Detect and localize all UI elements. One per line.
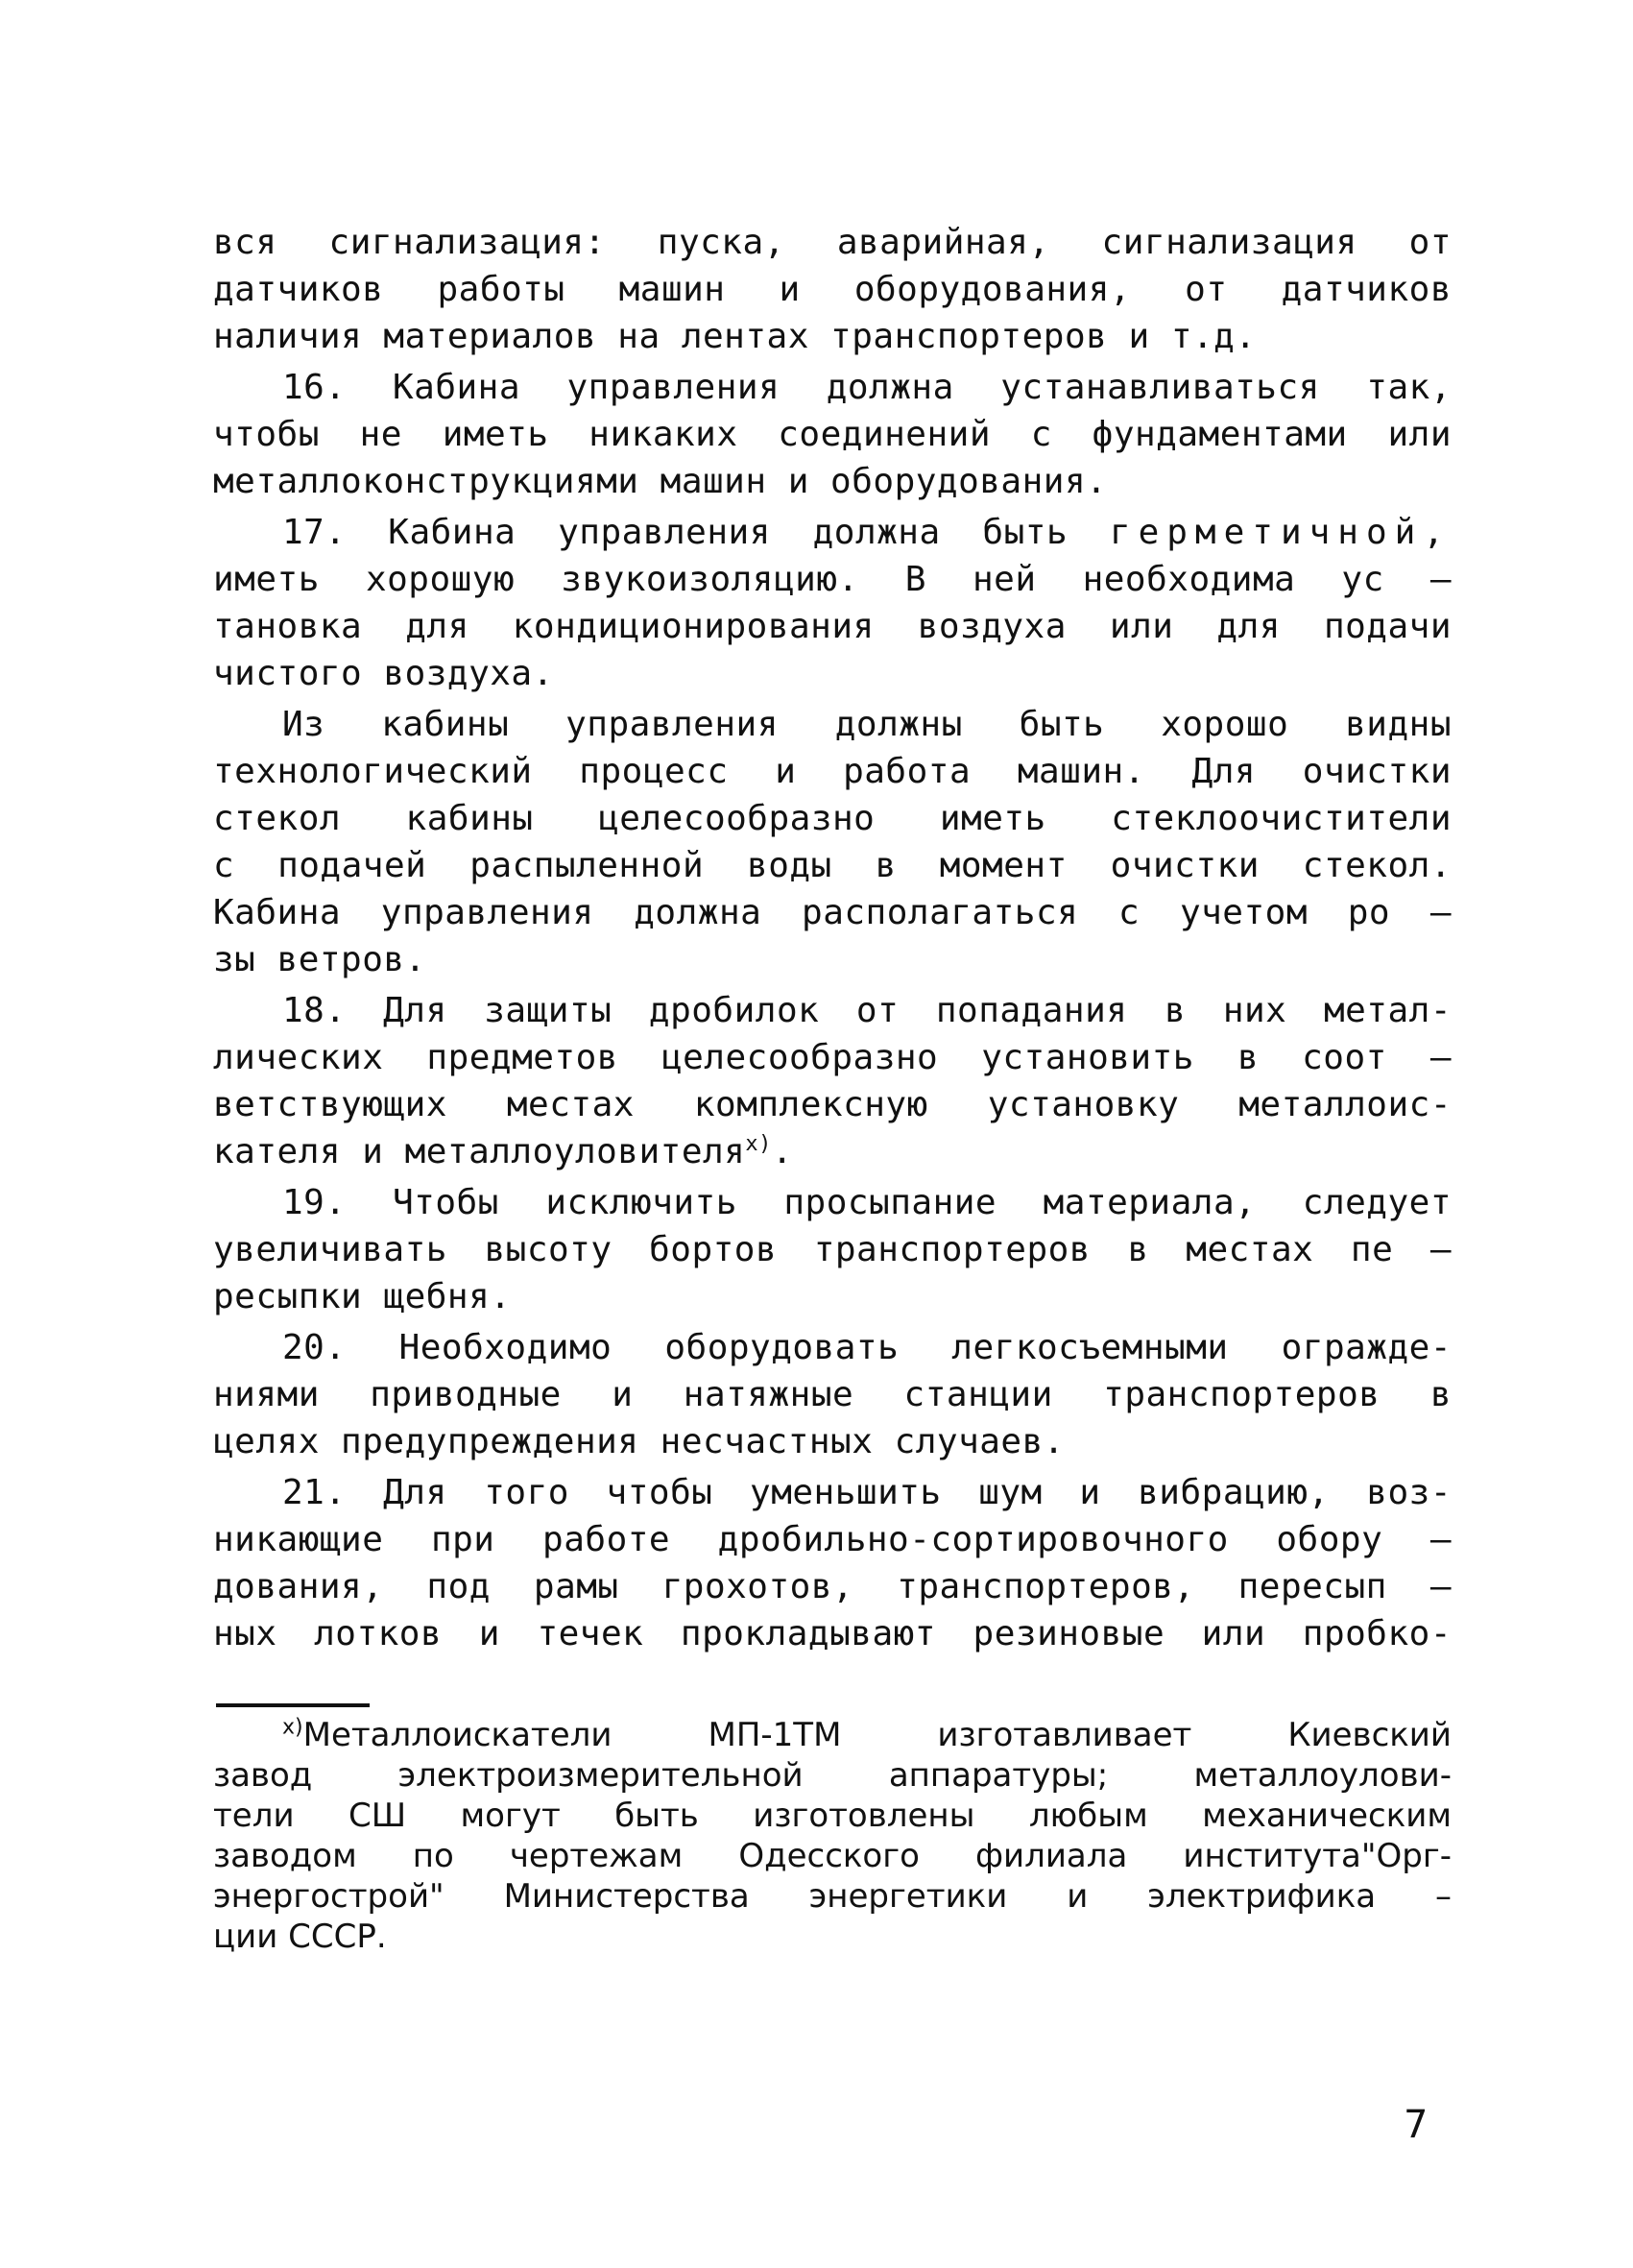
paragraph-20 [213, 1324, 1452, 1465]
paragraph-21 [213, 1469, 1452, 1657]
text-fragment: кателя и металлоуловителя [213, 1132, 746, 1171]
text-line: технологический процесс и работа машин. Для очистки [213, 752, 1452, 791]
text-fragment: Металлоискатели МП-1ТМ изготавливает Киевский [302, 1716, 1452, 1754]
text-line: вся сигнализация: пуска, аварийная, сигнализация от [213, 223, 1452, 262]
text-line: Кабина управления должна располагаться с учетом ро – [213, 893, 1452, 932]
text-line: стекол кабины целесообразно иметь стеклоочистители [213, 799, 1452, 838]
page-number: 7 [1404, 2103, 1429, 2147]
text-line: 18. Для защиты дробилок от попадания в них метал- [282, 991, 1452, 1030]
footnote-marker: х) [282, 1715, 303, 1740]
text-line: чтобы не иметь никаких соединений с фундаментами или [213, 415, 1452, 454]
text-fragment: 17. Кабина управления должна быть [282, 513, 1069, 552]
body-text [213, 219, 1452, 1661]
footnote-separator [216, 1703, 370, 1707]
text-line: ветствующих местах комплексную установку металлоис- [213, 1085, 1452, 1124]
text-line: 21. Для того чтобы уменьшить шум и вибрацию, воз- [282, 1473, 1452, 1512]
footnote-line: ции СССР. [213, 1918, 387, 1956]
text-line: тановка для кондиционирования воздуха или для подачи [213, 607, 1452, 646]
text-line-with-emphasis [213, 509, 1452, 556]
paragraph-16 [213, 364, 1452, 505]
text-line: чистого воздуха. [213, 654, 554, 693]
text-line: ниями приводные и натяжные станции транспортеров в [213, 1375, 1452, 1414]
paragraph-continuation [213, 219, 1452, 360]
text-line: с подачей распыленной воды в момент очистки стекол. [213, 846, 1452, 885]
footnote-line: заводом по чертежам Одесского филиала института"Орг- [213, 1837, 1452, 1875]
text-line: 20. Необходимо оборудовать легкосъемными огражде- [282, 1328, 1452, 1367]
footnote-line: тели СШ могут быть изготовлены любым механическим [213, 1797, 1452, 1835]
paragraph-19 [213, 1179, 1452, 1320]
text-line-with-footnote [213, 1128, 1452, 1175]
text-line: иметь хорошую звукоизоляцию. В ней необходима ус – [213, 560, 1452, 599]
text-line: лических предметов целесообразно установить в соот – [213, 1038, 1452, 1077]
footnote [213, 1715, 1452, 1957]
paragraph-17 [213, 509, 1452, 697]
text-line: никающие при работе дробильно-сортировочного обору – [213, 1520, 1452, 1559]
footnote-line [213, 1715, 1452, 1755]
text-line: ресыпки щебня. [213, 1277, 512, 1316]
text-line: Из кабины управления должны быть хорошо видны [282, 705, 1452, 744]
footnote-line: завод электроизмерительной аппаратуры; металлоулови- [213, 1756, 1452, 1795]
text-line: целях предупреждения несчастных случаев. [213, 1422, 1065, 1461]
footnote-line: энергострой" Министерства энергетики и электрифика – [213, 1877, 1452, 1916]
paragraph-17-continued [213, 701, 1452, 983]
text-line: металлоконструкциями машин и оборудования. [213, 462, 1108, 501]
footnote-marker: х) [745, 1132, 772, 1156]
paragraph-18 [213, 987, 1452, 1175]
text-line: 16. Кабина управления должна устанавливаться так, [282, 368, 1452, 407]
text-line: ных лотков и течек прокладывают резиновые или пробко- [213, 1614, 1452, 1653]
text-line: 19. Чтобы исключить просыпание материала, следует [282, 1183, 1452, 1222]
text-line: увеличивать высоту бортов транспортеров в местах пе – [213, 1230, 1452, 1269]
emphasized-word: герметичной, [1109, 513, 1452, 552]
text-line: зы ветров. [213, 940, 426, 979]
text-line: дования, под рамы грохотов, транспортеров, пересып – [213, 1567, 1452, 1606]
text-line: наличия материалов на лентах транспортеров и т.д. [213, 317, 1257, 356]
text-fragment: . [771, 1132, 794, 1171]
text-line: датчиков работы машин и оборудования, от датчиков [213, 270, 1452, 309]
